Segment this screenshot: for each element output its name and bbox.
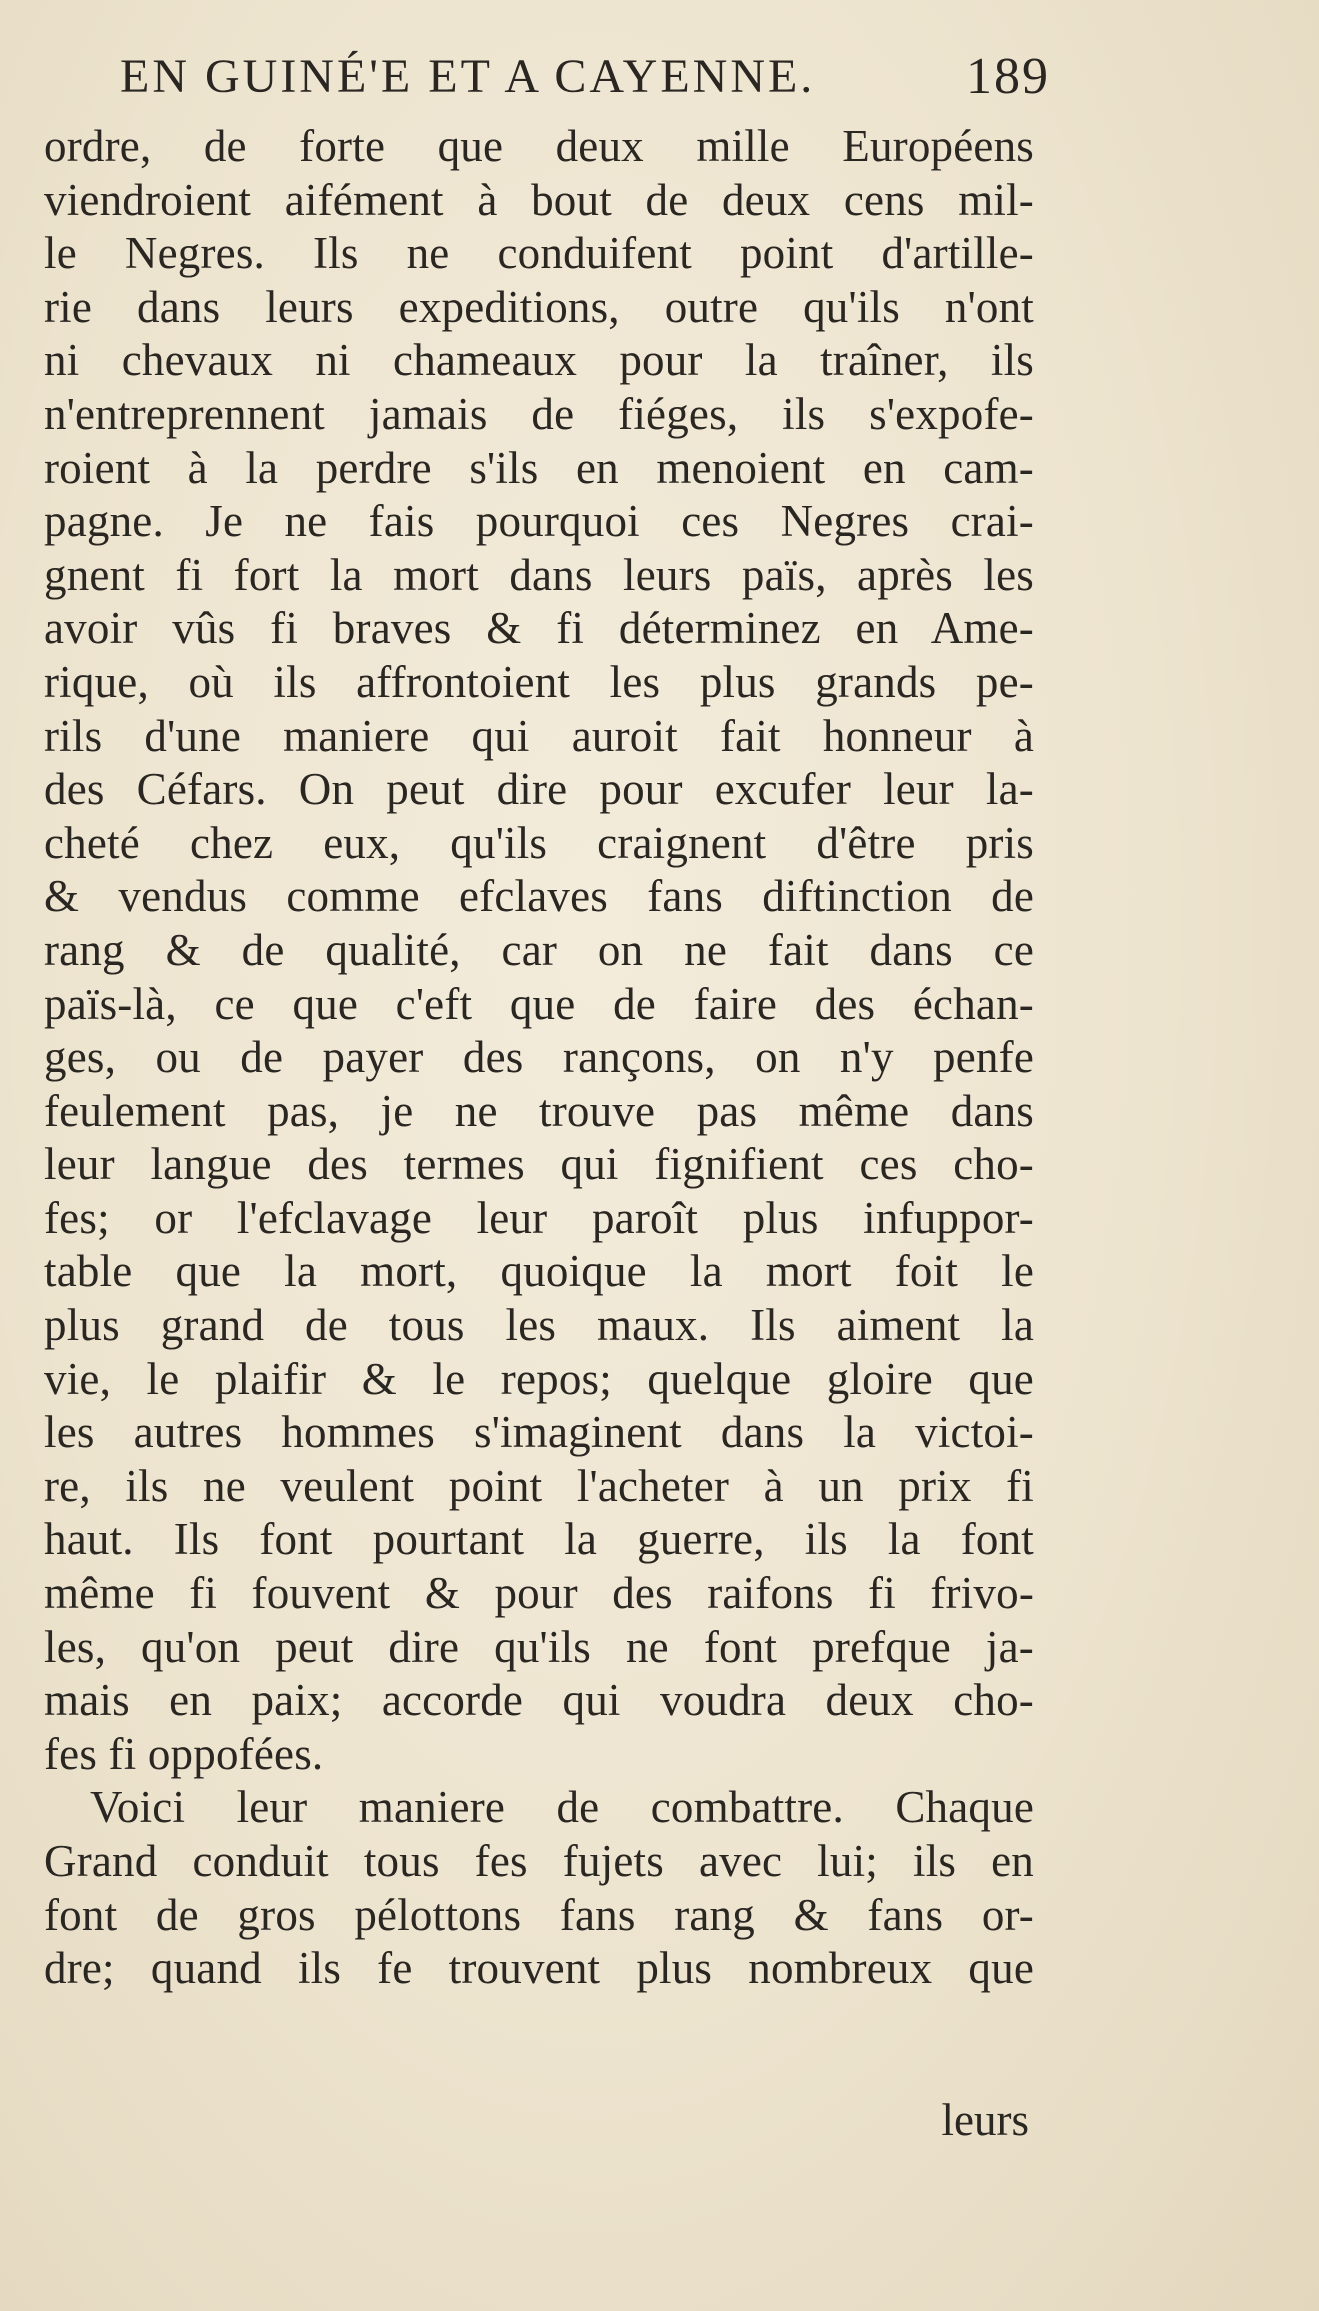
text-line: fes fi oppofées. xyxy=(44,1728,324,1779)
text-line: roient à la perdre s'ils en menoient en cam- xyxy=(44,442,1034,493)
text-line: les autres hommes s'imaginent dans la victoi- xyxy=(44,1407,1034,1458)
text-line: gnent fi fort la mort dans leurs païs, après les xyxy=(44,549,1034,600)
text-line: pagne. Je ne fais pourquoi ces Negres crai- xyxy=(44,496,1034,547)
text-line: rang & de qualité, car on ne fait dans ce xyxy=(44,924,1034,975)
text-line: ordre, de forte que deux mille Européens xyxy=(44,121,1034,171)
text-line: cheté chez eux, qu'ils craignent d'être pris xyxy=(44,817,1034,868)
body-text xyxy=(44,120,1034,1996)
text-line: les, qu'on peut dire qu'ils ne font prefque ja- xyxy=(44,1621,1034,1672)
text-line: païs-là, ce que c'eft que de faire des échan- xyxy=(44,978,1034,1029)
text-line: dre; quand ils fe trouvent plus nombreux que xyxy=(44,1943,1034,1994)
text-line: ges, ou de payer des rançons, on n'y penfe xyxy=(44,1032,1034,1083)
text-line: ni chevaux ni chameaux pour la traîner, ils xyxy=(44,335,1034,386)
text-line: avoir vûs fi braves & fi déterminez en Ame- xyxy=(44,603,1034,654)
text-line: n'entreprennent jamais de fiéges, ils s'expofe- xyxy=(44,388,1034,439)
text-line: fes; or l'efclavage leur paroît plus infuppor- xyxy=(44,1192,1034,1243)
text-line: des Céfars. On peut dire pour excufer leur la- xyxy=(44,764,1034,815)
text-line: mais en paix; accorde qui voudra deux cho- xyxy=(44,1675,1034,1726)
text-line: Grand conduit tous fes fujets avec lui; ils en xyxy=(44,1836,1034,1886)
text-line: viendroient aifément à bout de deux cens mil- xyxy=(44,174,1034,225)
text-line: plus grand de tous les maux. Ils aiment la xyxy=(44,1300,1034,1351)
text-line: rie dans leurs expeditions, outre qu'ils n'ont xyxy=(44,281,1034,332)
running-title: EN GUINÉ'E ET A CAYENNE. xyxy=(120,50,816,103)
text-line: rique, où ils affrontoient les plus grands pe- xyxy=(44,656,1034,707)
text-line: font de gros pélottons fans rang & fans or- xyxy=(44,1889,1034,1940)
text-line: feulement pas, je ne trouve pas même dans xyxy=(44,1085,1034,1136)
text-line: Voici leur maniere de combattre. Chaque xyxy=(90,1782,1034,1833)
catchword: leurs xyxy=(941,2095,1029,2145)
text-line: haut. Ils font pourtant la guerre, ils la font xyxy=(44,1514,1034,1565)
text-line: & vendus comme efclaves fans diftinction de xyxy=(44,871,1034,922)
text-line: même fi fouvent & pour des raifons fi frivo- xyxy=(44,1568,1034,1619)
text-line: rils d'une maniere qui auroit fait honneur à xyxy=(44,710,1034,761)
running-head xyxy=(120,42,1050,112)
text-line: re, ils ne veulent point l'acheter à un prix fi xyxy=(44,1460,1034,1511)
text-line: leur langue des termes qui fignifient ces cho- xyxy=(44,1139,1034,1190)
text-line: vie, le plaifir & le repos; quelque gloire que xyxy=(44,1353,1034,1404)
text-line: le Negres. Ils ne conduifent point d'artille- xyxy=(44,228,1034,279)
page-number: 189 xyxy=(966,48,1050,105)
text-line: table que la mort, quoique la mort foit le xyxy=(44,1246,1034,1297)
